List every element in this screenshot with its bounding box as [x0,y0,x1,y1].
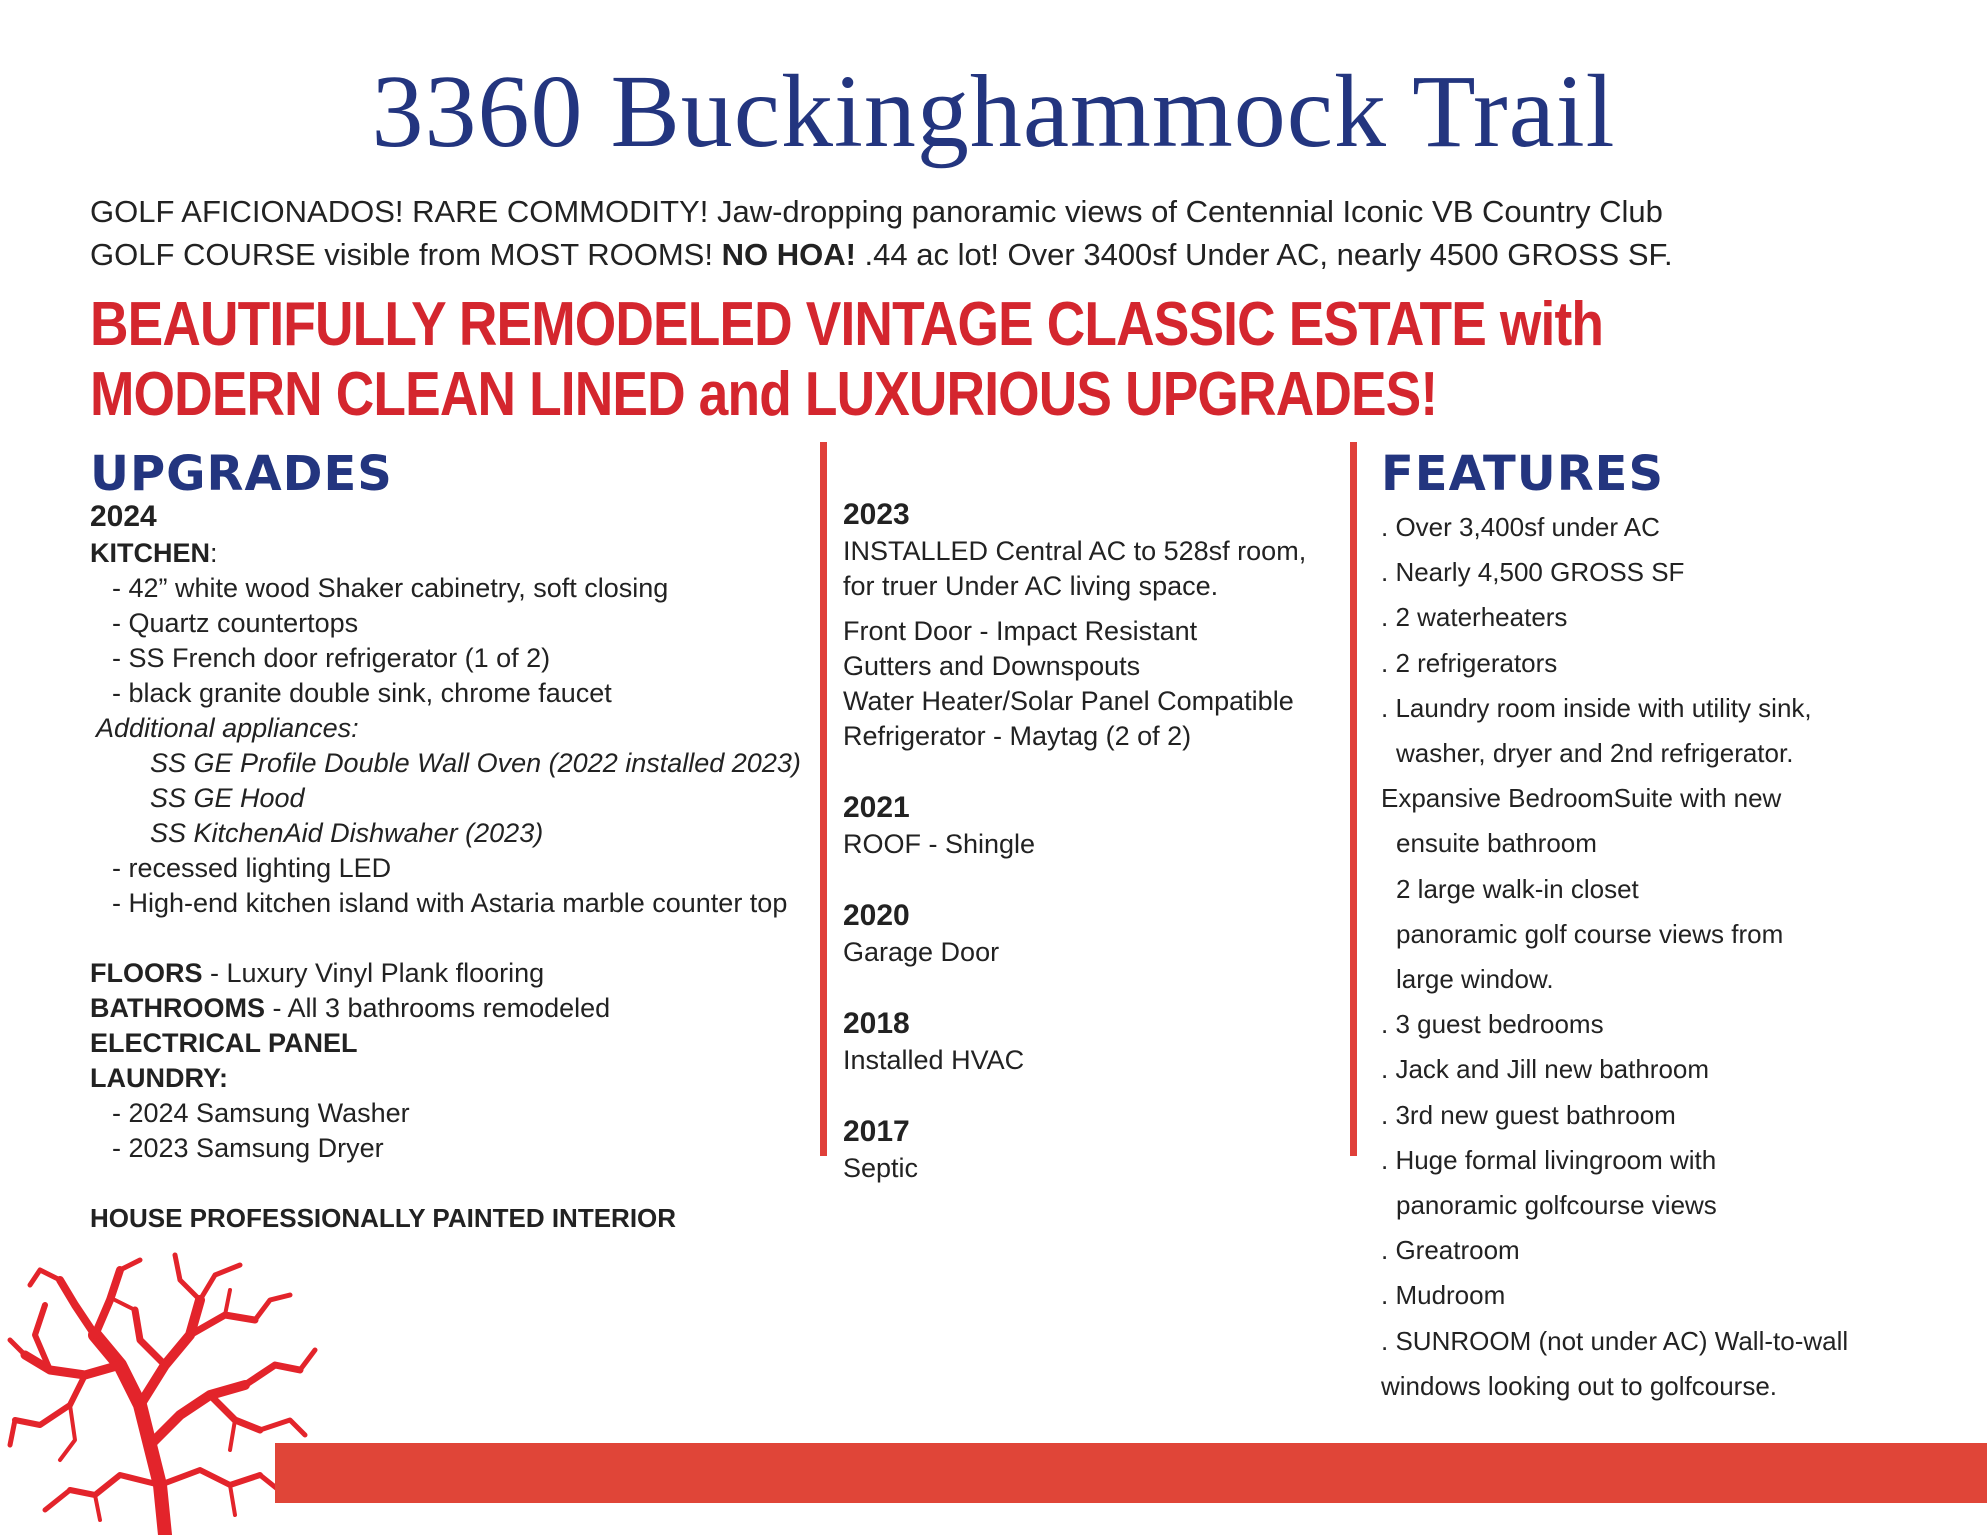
feature-item: large window. [1396,964,1554,995]
feature-item: panoramic golf course views from [1396,918,1784,949]
bathrooms-text: - All 3 bathrooms remodeled [265,993,611,1023]
feature-item: 2 large walk-in closet [1396,873,1639,904]
intro-text: GOLF COURSE visible from MOST ROOMS! [90,237,722,272]
year-2021: 2021 [843,791,910,824]
year-2023: 2023 [843,498,910,531]
timeline-item: Gutters and Downspouts [843,651,1141,681]
laundry-item: - 2023 Samsung Dryer [112,1133,384,1163]
feature-item: . Nearly 4,500 GROSS SF [1381,557,1685,588]
timeline-text: ROOF - Shingle [843,829,1036,859]
kitchen-item: - Quartz countertops [112,608,359,638]
feature-item: . Jack and Jill new bathroom [1381,1054,1710,1085]
upgrades-column [90,498,820,1236]
spacer [843,862,1333,897]
feature-item: . Greatroom [1381,1235,1520,1266]
intro-line-1: GOLF AFICIONADOS! RARE COMMODITY! Jaw-dropping panoramic views of Centennial Iconic VB Country Club [90,194,1663,229]
timeline-item: Water Heater/Solar Panel Compatible [843,686,1294,716]
spacer [843,604,1333,614]
kitchen-label: KITCHEN [90,538,210,568]
laundry-label: LAUNDRY: [90,1063,228,1093]
laundry-item: - 2024 Samsung Washer [112,1098,410,1128]
timeline-text: for truer Under AC living space. [843,571,1219,601]
feature-item: windows looking out to golfcourse. [1381,1370,1778,1401]
appliance-item: SS KitchenAid Dishwaher (2023) [150,818,544,848]
kitchen-item: - black granite double sink, chrome faucet [112,678,612,708]
year-2024: 2024 [90,500,157,533]
appliances-label: Additional appliances: [96,713,359,743]
spacer [843,1078,1333,1113]
feature-item: Expansive BedroomSuite with new [1381,783,1782,814]
feature-item: panoramic golfcourse views [1396,1190,1717,1221]
painted-interior: HOUSE PROFESSIONALLY PAINTED INTERIOR [90,1203,677,1233]
headline-line-1: BEAUTIFULLY REMODELED VINTAGE CLASSIC ESTATE with [90,290,1604,359]
column-divider [1350,442,1357,1156]
timeline-text: Septic [843,1153,919,1183]
kitchen-label-row [90,536,820,571]
kitchen-extra-item: - recessed lighting LED [112,853,392,883]
feature-item: . Huge formal livingroom with [1381,1144,1717,1175]
feature-item: . Over 3,400sf under AC [1381,512,1660,542]
timeline-text: INSTALLED Central AC to 528sf room, [843,536,1307,566]
column-divider [820,442,827,1156]
feature-item: washer, dryer and 2nd refrigerator. [1396,738,1794,769]
timeline-item: Refrigerator - Maytag (2 of 2) [843,721,1192,751]
appliance-item: SS GE Profile Double Wall Oven (2022 installed 2023) [150,748,801,778]
spacer [90,1166,820,1201]
kitchen-item: - SS French door refrigerator (1 of 2) [112,643,551,673]
feature-item: . 3 guest bedrooms [1381,1009,1604,1040]
timeline-text: Installed HVAC [843,1045,1025,1075]
page-title: 3360 Buckinghammock Trail [371,54,1616,169]
no-hoa-highlight: NO HOA! [721,237,856,272]
spacer [843,754,1333,789]
feature-item: . Laundry room inside with utility sink, [1381,692,1812,723]
timeline-column [843,496,1333,1186]
feature-item: . 2 refrigerators [1381,647,1558,678]
features-heading: FEATURES [1381,446,1665,502]
year-2017: 2017 [843,1115,910,1148]
electrical-panel: ELECTRICAL PANEL [90,1028,358,1058]
bathrooms-row [90,991,820,1026]
year-2020: 2020 [843,899,910,932]
floors-text: - Luxury Vinyl Plank flooring [202,958,545,988]
bottom-accent-bar [275,1443,1987,1503]
headline [90,290,1681,430]
feature-item: . 2 waterheaters [1381,602,1568,633]
kitchen-extra-item: - High-end kitchen island with Astaria marble counter top [112,888,788,918]
intro-paragraph [90,190,1930,276]
headline-line-2: MODERN CLEAN LINED and LUXURIOUS UPGRADES! [90,360,1438,429]
floors-label: FLOORS [90,958,203,988]
spacer [90,921,820,956]
upgrades-heading: UPGRADES [90,446,393,502]
bathrooms-label: BATHROOMS [90,993,265,1023]
feature-item: . Mudroom [1381,1280,1506,1311]
timeline-item: Front Door - Impact Resistant [843,616,1198,646]
colon: : [210,538,218,568]
feature-item: . SUNROOM (not under AC) Wall-to-wall [1381,1325,1849,1356]
feature-item: . 3rd new guest bathroom [1381,1099,1676,1130]
kitchen-item: - 42” white wood Shaker cabinetry, soft closing [112,573,669,603]
features-list [1381,505,1981,1409]
feature-item: ensuite bathroom [1396,828,1597,859]
intro-text: .44 ac lot! Over 3400sf Under AC, nearly 4500 GROSS SF. [855,237,1673,272]
intro-line-2 [90,233,1930,276]
appliance-item: SS GE Hood [150,783,305,813]
floors-row [90,956,820,991]
timeline-text: Garage Door [843,937,1000,967]
year-2018: 2018 [843,1007,910,1040]
spacer [843,970,1333,1005]
